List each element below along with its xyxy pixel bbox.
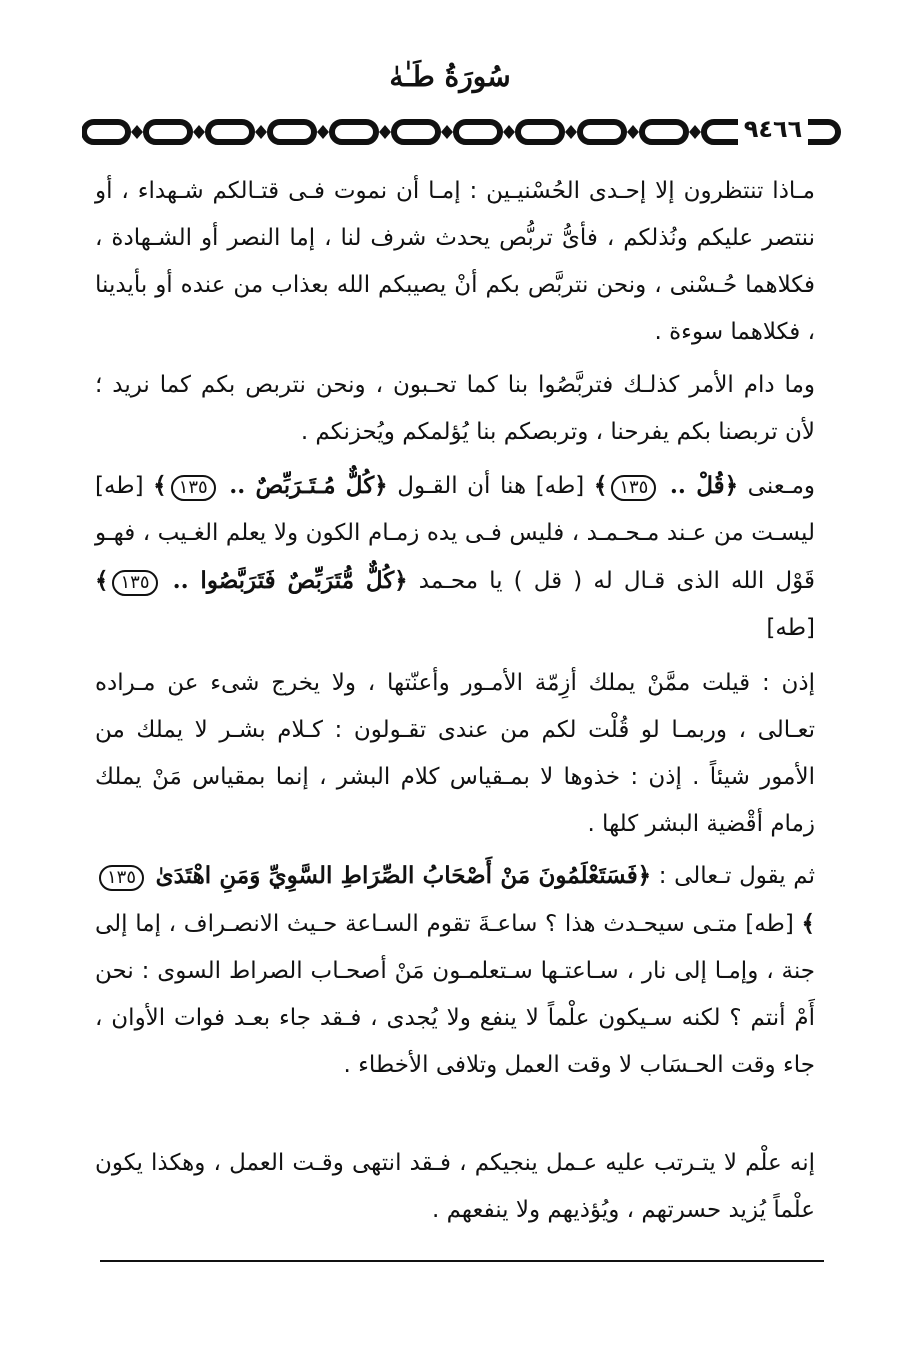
paragraph-5 <box>95 852 815 1089</box>
surah-reference: [طه] <box>95 473 144 499</box>
verse-close-bracket: ﴾ <box>593 472 608 499</box>
quran-verse-3: ﴿كُلٌّ مُّتَرَبِّصٌ فَتَرَبَّصُوا .. <box>172 567 408 594</box>
footer-rule <box>100 1260 824 1262</box>
paragraph-3-lead: ومـعنى <box>747 473 816 499</box>
verse-number-badge: ١٣٥ <box>171 475 216 501</box>
ornamental-chain-divider <box>82 112 842 152</box>
surah-title: سُورَةُ طَـٰهٰ <box>389 60 511 93</box>
verse-close-bracket: ﴾ <box>95 567 109 594</box>
paragraph-5-lead: ثم يقول تـعالى : <box>658 863 815 889</box>
surah-reference: [طه] <box>535 473 585 499</box>
quran-verse-1: ﴿قُلْ .. <box>669 472 739 499</box>
paragraph-4: إذن : قيلت ممَّنْ يملك أزِمّة الأمـور وأعنّتها ، ولا يخرج شىء عن مـراده تعـالى ، وربمـا لو قُلْت لكم من عندى تقـولون : كـلام بشـر لا يملك من الأمور شيئاً . إذن : خذوها لا بمـقياس كلام البشر ، إنما بمقياس مَنْ يملك زمام أقْضية البشر كلها . <box>95 670 815 837</box>
paragraph-2: وما دام الأمر كذلـك فتربَّصُوا بنا كما تحـبون ، ونحن نتربص بكم كما نريد ؛ لأن تربصنا بكم يفرحنا ، وتربصكم بنا يُؤلمكم ويُحزنكم . <box>95 372 815 445</box>
quran-verse-4: ﴿فَسَتَعْلَمُونَ مَنْ أَصْحَابُ الصِّرَاطِ السَّوِيِّ وَمَنِ اهْتَدَىٰ <box>155 862 652 889</box>
paragraph-6: إنه علْم لا يتـرتب عليه عـمل ينجيكم ، فـقد انتهى وقـت العمل ، وهكذا يكون علْماً يُزيد حسرتهم ، ويُؤذيهم ولا ينفعهم . <box>95 1150 815 1223</box>
paragraph-3-mid: هنا أن القـول <box>397 473 527 499</box>
verse-close-bracket: ﴾ <box>153 472 167 499</box>
verse-close-bracket: ﴾ <box>801 910 816 937</box>
surah-reference: [طه] <box>766 615 815 641</box>
quran-verse-2: ﴿كُلٌّ مُـتَـرَبِّصٌ .. <box>229 472 388 499</box>
verse-number-badge: ١٣٥ <box>611 475 656 501</box>
paragraph-1: مـاذا تنتظرون إلا إحـدى الحُسْنيـين : إمـا أن نموت فـى قتـالكم شـهداء ، أو ننتصر عليكم ونُذلكم ، فأىُّ تربُّص يحدث شرف لنا ، إما النصر أو الشـهادة ، فكلاهما حُـسْنى ، ونحن نتربَّص بكم أنْ يصيبكم الله بعذاب من عنده أو بأيدينا ، فكلاهما سوءة . <box>95 178 815 345</box>
page-number: ٩٤٦٦ <box>738 112 808 146</box>
paragraph-3 <box>95 462 815 652</box>
surah-reference: [طه] <box>745 911 794 937</box>
verse-number-badge: ١٣٥ <box>99 865 144 891</box>
verse-number-badge: ١٣٥ <box>112 570 157 596</box>
paragraph-3-body: ليسـت من عـند مـحـمـد ، فليس فـى يده زمـام الكون ولا يعلم الغـيب ، فهـو قَوْل الله الذى قـال له ( قل ) يا محـمد <box>95 520 815 594</box>
paragraph-5-body: متـى سيحـدث هذا ؟ ساعـةَ تقوم السـاعة حـيث الانصـراف ، إما إلى جنة ، وإمـا إلى نار ، سـاعتـها سـتعلمـون مَنْ أصحـاب الصراط السوى : نحن أَمْ أنتم ؟ لكنه سـيكون علْماً لا ينفع ولا يُجدى ، فـقد جاء بعـد فوات الأوان ، جاء وقت الحـسَاب لا وقت العمل وتلافى الأخطاء . <box>95 911 815 1078</box>
